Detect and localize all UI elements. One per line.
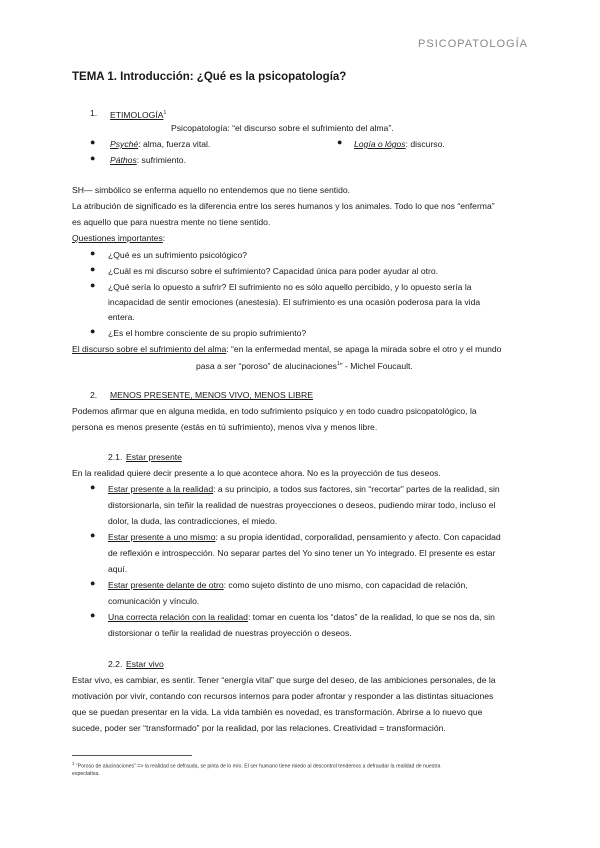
- definition: : alma, fuerza vital.: [138, 139, 211, 149]
- term: Páthos: [110, 155, 137, 165]
- definition: : discurso.: [405, 139, 445, 149]
- presence-item-3: [108, 579, 468, 591]
- etymology-logia: [354, 138, 445, 150]
- question-3-line: ¿Qué sería lo opuesto a sufrir? El sufrimiento no es sólo aquello percibido, y lo opuesto sería la: [108, 282, 472, 292]
- questions-heading: [72, 232, 165, 244]
- bullet-icon: ●: [90, 326, 96, 336]
- bullet-icon: ●: [90, 280, 96, 290]
- bullet-icon: ●: [90, 264, 96, 274]
- footnote-line: [72, 760, 440, 771]
- section-1-number: 1.: [90, 108, 98, 118]
- questions-heading-text: Questiones importantes: [72, 233, 163, 243]
- quote-text: : “en la enfermedad mental, se apaga la mirada sobre el otro y el mundo: [226, 344, 502, 354]
- footnote-ref: 1: [336, 361, 340, 367]
- paragraph-line: es aquello que para nuestra mente no tiene sentido.: [72, 217, 271, 227]
- presence-item-2-line: aquí.: [108, 564, 128, 574]
- definition: : sufrimiento.: [136, 155, 186, 165]
- question-2: ¿Cuál es mi discurso sobre el sufrimiento? Capacidad única para poder ayudar al otro.: [108, 266, 439, 276]
- question-4: ¿Es el hombre consciente de su propio sufrimiento?: [108, 328, 307, 338]
- text: : a su propia identidad, corporalidad, pensamiento y afecto. Con capacidad: [215, 532, 501, 542]
- term: Psyché: [110, 139, 139, 149]
- paragraph-line: En la realidad quiere decir presente a lo que acontece ahora. No es la proyección de tus deseos.: [72, 468, 441, 478]
- presence-item-3-line: comunicación y vínculo.: [108, 596, 200, 606]
- foucault-quote-line: [196, 358, 413, 372]
- section-1-heading: [110, 107, 166, 121]
- quote-label: El discurso sobre el sufrimiento del alma: [72, 344, 227, 354]
- bullet-icon: ●: [337, 137, 343, 147]
- paragraph-line: Podemos afirmar que en alguna medida, en todo sufrimiento psíquico y en todo cuadro psicopatológico, la: [72, 406, 477, 416]
- footnote-ref: 1: [163, 110, 167, 116]
- question-1: ¿Qué es un sufrimiento psicológico?: [108, 250, 248, 260]
- text: : como sujeto distinto de uno mismo, con capacidad de relación,: [223, 580, 468, 590]
- subsection-2-2-number: 2.2.: [108, 659, 123, 669]
- presence-item-1-line: dolor, la duda, las contradicciones, el miedo.: [108, 516, 278, 526]
- subsection-2-1-heading: Estar presente: [126, 452, 182, 462]
- presence-item-2: [108, 531, 501, 543]
- running-header: PSICOPATOLOGÍA: [418, 38, 528, 50]
- term: Estar presente a uno mismo: [108, 532, 216, 542]
- subsection-2-2-heading: Estar vivo: [126, 659, 164, 669]
- footnote-divider: [72, 755, 192, 756]
- paragraph-line: motivación por vivir, contando con recursos internos para poder afrontar y responder a las distintas situaciones: [72, 691, 494, 701]
- footnote-mark: 1: [72, 761, 75, 766]
- presence-item-4-line: distorsionar o teñir la realidad de nuestras proyección o deseos.: [108, 628, 352, 638]
- bullet-icon: ●: [90, 482, 96, 492]
- section-2-number: 2.: [90, 390, 98, 400]
- term: Estar presente delante de otro: [108, 580, 224, 590]
- bullet-icon: ●: [90, 137, 96, 147]
- term: Una correcta relación con la realidad: [108, 612, 248, 622]
- text: : a su principio, a todos sus factores, sin “recortar” partes de la realidad, sin: [213, 484, 500, 494]
- etymology-quote: Psicopatología: “el discurso sobre el sufrimiento del alma”.: [171, 123, 394, 133]
- quote-text: pasa a ser “poroso” de alucinaciones: [196, 360, 337, 371]
- paragraph-line: sucede, poder ser “transformado” por la realidad, por las relaciones. Creatividad = transformación.: [72, 723, 446, 733]
- term: Logía o lógos: [354, 139, 406, 149]
- presence-item-1: [108, 483, 500, 495]
- paragraph-line: que se puedan presentar en la vida. La vida también es novedad, es transformación. Abrirse a lo nuevo que: [72, 707, 483, 717]
- quote-author: ” - Michel Foucault.: [339, 360, 413, 371]
- foucault-quote-line: [72, 343, 501, 355]
- bullet-icon: ●: [90, 610, 96, 620]
- bullet-icon: ●: [90, 530, 96, 540]
- bullet-icon: ●: [90, 248, 96, 258]
- footnote-text: “Poroso de alucinaciones” => la realidad se defrauda, se pinta de lo mío. El ser humano tiene miedo al descontrol tendemos a defraudar la realidad de nuestra: [75, 763, 441, 770]
- etymology-psyche: [110, 138, 210, 150]
- page-title: TEMA 1. Introducción: ¿Qué es la psicopatología?: [72, 71, 347, 83]
- footnote-line: expectativa.: [72, 770, 100, 777]
- term: Estar presente a la realidad: [108, 484, 214, 494]
- text: : tomar en cuenta los “datos” de la realidad, lo que se nos da, sin: [247, 612, 495, 622]
- question-3-line: entera.: [108, 312, 135, 322]
- footnote: [72, 760, 440, 778]
- presence-item-4: [108, 611, 495, 623]
- paragraph-line: Estar vivo, es cambiar, es sentir. Tener “energía vital” que surge del deseo, de las ambiciones personales, de la: [72, 675, 496, 685]
- etymology-pathos: [110, 154, 186, 166]
- section-2-heading: MENOS PRESENTE, MENOS VIVO, MENOS LIBRE: [110, 390, 313, 400]
- paragraph-line: SH— simbólico se enferma aquello no entendemos que no tiene sentido.: [72, 185, 351, 195]
- colon: :: [162, 233, 166, 243]
- question-3-line: incapacidad de sentir emociones (anestesia). El sufrimiento es una ocasión poderosa para la vida: [108, 297, 481, 307]
- bullet-icon: ●: [90, 578, 96, 588]
- paragraph-line: persona es menos presente (estás en tú sufrimiento), menos viva y menos libre.: [72, 422, 378, 432]
- paragraph-line: La atribución de significado es la diferencia entre los seres humanos y los animales. Todo lo que nos “enferma”: [72, 201, 495, 211]
- section-1-heading-text: ETIMOLOGÍA: [110, 109, 164, 120]
- subsection-2-1-number: 2.1.: [108, 452, 123, 462]
- presence-item-1-line: distorsionarla, sin teñir la realidad de nuestras proyecciones o deseos, pudiendo mirar todo, incluso el: [108, 500, 496, 510]
- bullet-icon: ●: [90, 153, 96, 163]
- presence-item-2-line: de reflexión e introspección. No separar partes del Yo sino tener un Yo integrado. El presente es estar: [108, 548, 496, 558]
